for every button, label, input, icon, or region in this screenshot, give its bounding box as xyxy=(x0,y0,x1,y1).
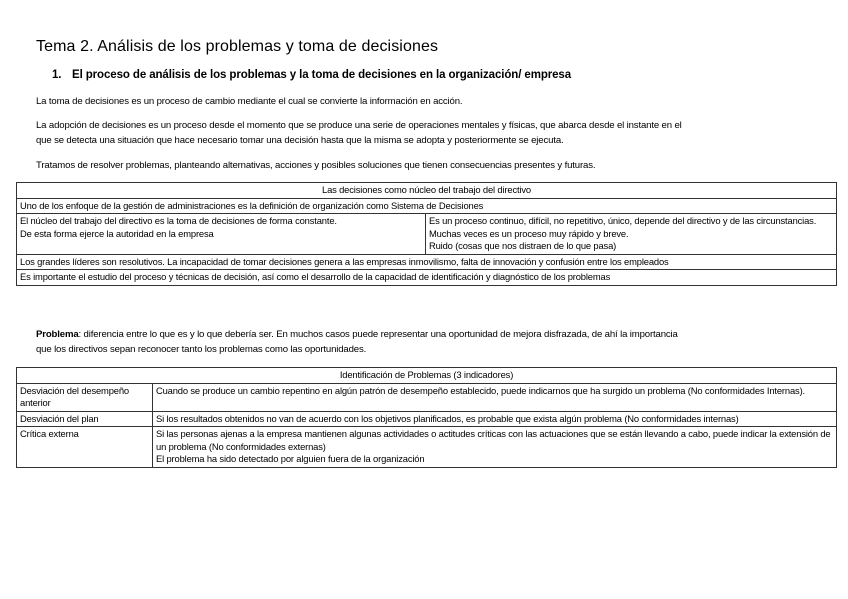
decisions-table-left-cell xyxy=(17,214,426,255)
decisions-table-right-cell xyxy=(426,214,837,255)
indicator-label: Crítica externa xyxy=(17,427,153,468)
intro-paragraph-1: La toma de decisiones es un proceso de cambio mediante el cual se convierte la información en acción. xyxy=(36,96,463,107)
intro-paragraph-3: Tratamos de resolver problemas, planteando alternativas, acciones y posibles soluciones que tienen consecuencias presentes y futuras. xyxy=(36,160,596,171)
indicator-description-extra: El problema ha sido detectado por alguien fuera de la organización xyxy=(156,453,425,464)
indicator-description: Si las personas ajenas a la empresa mantienen algunas actividades o actitudes críticas con las actuaciones que se están llevando a cabo, puede indicar la extensión de un problema (No conformidades externas) xyxy=(156,428,831,452)
decisions-table xyxy=(16,182,837,286)
intro-paragraph-2-line-2: que se detecta una situación que hace necesario tomar una decisión hasta que la misma se adopta y posteriormente se ejecuta. xyxy=(36,135,564,146)
problem-identification-table xyxy=(16,367,837,468)
right-cell-line-3: Ruido (cosas que nos distraen de lo que pasa) xyxy=(429,240,617,251)
problema-text-1: : diferencia entre lo que es y lo que debería ser. En muchos casos puede representar una oportunidad de mejora disfrazada, de ahí la importancia xyxy=(78,329,678,340)
indicator-label: Desviación del desempeño anterior xyxy=(17,383,153,411)
problema-paragraph xyxy=(36,327,826,357)
indicator-label: Desviación del plan xyxy=(17,411,153,427)
table-row xyxy=(17,411,837,427)
page-title: Tema 2. Análisis de los problemas y toma de decisiones xyxy=(36,38,439,55)
indicator-description: Si los resultados obtenidos no van de acuerdo con los objetivos planificados, es probable que exista algún problema (No conformidades internas) xyxy=(153,411,837,427)
intro-paragraph-2-line-1: La adopción de decisiones es un proceso desde el momento que se produce una serie de operaciones mentales y físicas, que abarca desde el instante en el xyxy=(36,120,682,131)
right-cell-line-2: Muchas veces es un proceso muy rápido y breve. xyxy=(429,227,629,239)
section-number: 1. xyxy=(52,69,62,81)
right-cell-line-1: Es un proceso continuo, difícil, no repetitivo, único, depende del directivo y de las circunstancias. xyxy=(429,215,817,226)
indicator-description: Cuando se produce un cambio repentino en algún patrón de desempeño establecido, puede indicarnos que ha surgido un problema (No conformidades Internas). xyxy=(153,383,837,411)
decisions-table-row-3: Los grandes líderes son resolutivos. La incapacidad de tomar decisiones genera a las empresas inmovilismo, falta de innovación y confusión entre los empleados xyxy=(17,254,837,270)
indicator-description-cell xyxy=(153,427,837,468)
left-cell-line-1: El núcleo del trabajo del directivo es la toma de decisiones de forma constante. xyxy=(20,215,337,226)
decisions-table-row-1: Uno de los enfoque de la gestión de administraciones es la definición de organización como Sistema de Decisiones xyxy=(17,198,837,214)
problem-table-header: Identificación de Problemas (3 indicadores) xyxy=(17,368,837,384)
problema-line-1 xyxy=(36,327,826,342)
section-title: El proceso de análisis de los problemas y la toma de decisiones en la organización/ empresa xyxy=(72,69,572,81)
problema-line-2: que los directivos sepan reconocer tanto los problemas como las oportunidades. xyxy=(36,344,367,355)
decisions-table-row-4: Es importante el estudio del proceso y técnicas de decisión, así como el desarrollo de la capacidad de identificación y diagnóstico de los problemas xyxy=(17,270,837,286)
table-row xyxy=(17,383,837,411)
section-heading xyxy=(52,69,571,81)
intro-paragraph-2 xyxy=(36,118,826,148)
decisions-table-header: Las decisiones como núcleo del trabajo del directivo xyxy=(17,183,837,199)
table-row xyxy=(17,427,837,468)
left-cell-line-2: De esta forma ejerce la autoridad en la empresa xyxy=(20,227,214,239)
problema-label: Problema xyxy=(36,329,79,340)
